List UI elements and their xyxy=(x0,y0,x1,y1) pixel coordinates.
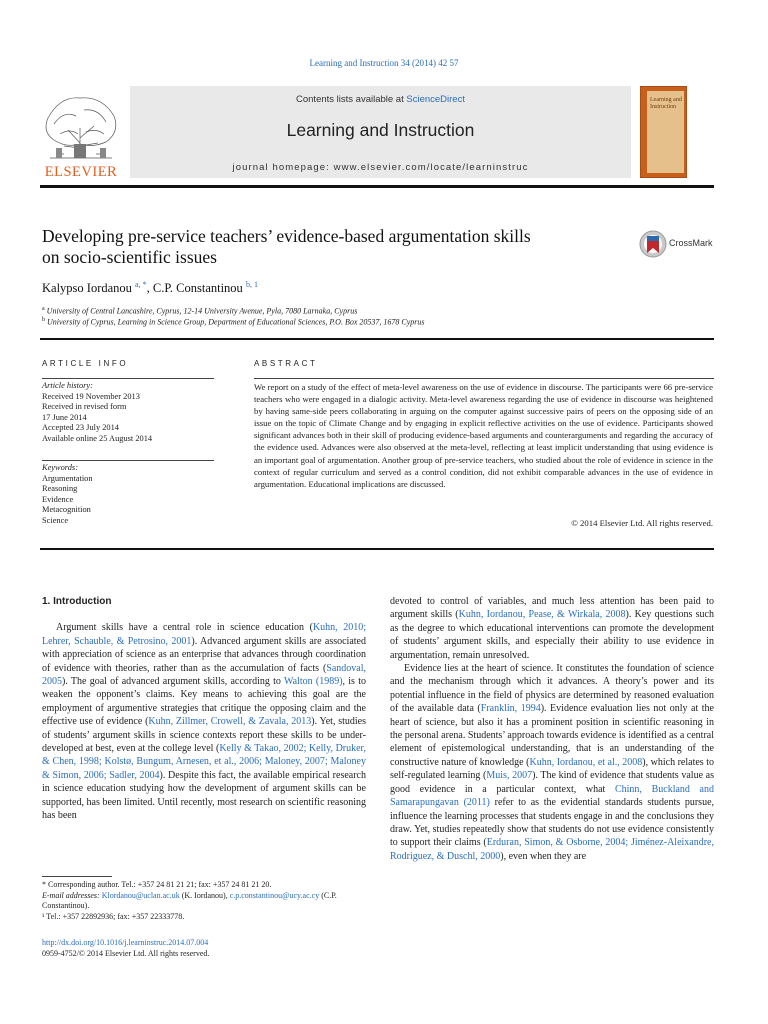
citation-link[interactable]: Kuhn, Iordanou, et al., 2008 xyxy=(529,756,643,768)
email-owner: (C.P. Constantinou). xyxy=(42,890,337,910)
citation-link[interactable]: Muis, 2007 xyxy=(486,770,533,782)
contents-line xyxy=(130,94,631,105)
footnotes xyxy=(42,880,372,922)
history-item: Available online 25 August 2014 xyxy=(42,433,153,443)
citation-link[interactable]: Chinn, Buckland and Samarapungavan (2011) xyxy=(390,783,714,809)
header-divider xyxy=(40,185,714,188)
publisher-name: ELSEVIER xyxy=(44,164,118,180)
citation-link[interactable]: Kuhn, Zillmer, Crowell, & Zavala, 2013 xyxy=(148,716,312,728)
journal-title: Learning and Instruction xyxy=(286,120,475,140)
history-item: Accepted 23 July 2014 xyxy=(42,423,119,433)
email-link[interactable]: c.p.constantinou@ucy.ac.cy xyxy=(229,890,320,900)
affil-text: University of Central Lancashire, Cyprus, 12-14 University Avenue, Pyla, 7080 Larnaka, Cyprus xyxy=(46,306,358,316)
paragraph-text: ). Evidence evaluation lies not only at the heart of science, but also it has a prominent position in scientific reasoning in the personal arena. Students’ approach towards evidence is identified as a central element of epistemological understanding, that is an understanding of the constructive nature of knowledge ( xyxy=(390,703,714,768)
citation-link[interactable]: Walton (1989) xyxy=(283,676,343,688)
keyword: Science xyxy=(42,515,69,525)
paragraph-text: ). Yet, studies of students’ argument skills in science contexts report these skills to be under-developed at best, even at the college level ( xyxy=(42,716,366,755)
paragraph-text: ), even when they are xyxy=(500,850,587,862)
sciencedirect-link[interactable]: ScienceDirect xyxy=(406,94,465,105)
section-heading: 1. Introduction xyxy=(42,596,112,607)
author-affil-mark[interactable]: b, 1 xyxy=(245,280,258,289)
affiliation-a xyxy=(42,306,357,316)
affiliation-b xyxy=(42,317,425,327)
abstract-rule xyxy=(254,378,714,379)
email-label: E-mail addresses: xyxy=(42,890,100,900)
history-item: 17 June 2014 xyxy=(42,412,87,422)
article-info-heading: ARTICLE INFO xyxy=(42,359,129,368)
contents-prefix: Contents lists available at xyxy=(296,94,407,105)
info-rule xyxy=(42,378,214,379)
journal-cover-image xyxy=(640,86,687,178)
crossmark-label: CrossMark xyxy=(669,238,713,248)
paragraph-text: ). Key questions such as the degree to which educational interventions can promote the development of students’ argument skills, and especially their ability to use evidence in argumentation, remain unresolved. xyxy=(390,609,714,661)
citation-link[interactable]: Sandoval, 2005 xyxy=(42,662,366,688)
keywords-label: Keywords: xyxy=(42,463,78,472)
abstract-text: We report on a study of the effect of meta-level awareness on the use of evidence in discourse. The participants were 66 pre-service teachers who were engaged in a dialogic activity. Meta-level awareness regarding the use of evidence in discourse was heightened by having same-side peers collaborating in arguing on the computer against successive pairs of peers on the opposing side of an issue on the topic of Climate Change and by engaging in explicit reflective activities on the use of evidence. Participants showed significant advances both in their skill of producing evidence-based arguments and counterarguments and regarding the accuracy of the evidence used. Advances were also observed at the meta-level, reflecting at least implicit understanding that using evidence is an important goal of argumentation. Another group of pre-service teachers, who studied about the role of evidence in science in the context of regular curriculum and served as a control condition, did not exhibit comparable advances in the use of evidence in argumentation. Educational implications are discussed. xyxy=(254,382,713,489)
crossmark-icon xyxy=(638,229,668,259)
body-column-right xyxy=(390,595,714,863)
citation-link[interactable]: Erduran, Simon, & Osborne, 2004; Jiménez-Aleixandre, Rodriguez, & Duschl, 2000 xyxy=(390,837,714,862)
keywords xyxy=(42,463,93,527)
paragraph xyxy=(390,595,714,662)
paragraph-text: devoted to control of variables, and much less attention has been paid to argument skills ( xyxy=(390,596,714,621)
paragraph-text: , is to weaken the opponent’s claims. Key means to achieving this goal are the employment of argumentive strategies that critique the opposing claim and the effective use of evidence ( xyxy=(42,676,366,728)
keyword: Argumentation xyxy=(42,473,93,483)
paragraph-text: Argument skills have a central role in science education ( xyxy=(56,622,313,634)
email-owner: (K. Iordanou), xyxy=(179,890,230,900)
affil-mark: a xyxy=(42,306,45,312)
body-column-left xyxy=(42,595,366,823)
email-link[interactable]: Klordanou@uclan.ac.uk xyxy=(101,890,180,900)
keyword: Evidence xyxy=(42,494,74,504)
paragraph-text: ). Despite this fact, the available empirical research in science education studying how the development of argument skills can be supported, has been limited. Until recently, most research on scientific reasoning has been xyxy=(42,769,366,822)
paragraph-text: ). The goal of advanced argument skills, according to xyxy=(62,676,284,688)
citation-link[interactable]: Franklin, 1994 xyxy=(480,703,541,715)
crossmark-button[interactable] xyxy=(638,229,718,259)
article-title-line2: on socio-scientific issues xyxy=(42,247,217,267)
elsevier-logo xyxy=(40,88,122,182)
affil-mark: b xyxy=(42,317,45,323)
history-label: Article history: xyxy=(42,381,93,390)
cover-title: Learning and Instruction xyxy=(650,97,682,110)
paragraph-text: ), which relates to self-regulated learning ( xyxy=(390,756,714,782)
keyword: Metacognition xyxy=(42,505,91,515)
author-separator: , xyxy=(146,281,153,296)
abstract-copyright: © 2014 Elsevier Ltd. All rights reserved. xyxy=(571,518,713,528)
journal-homepage[interactable]: journal homepage: www.elsevier.com/locate/learninstruc xyxy=(232,162,529,173)
footnote-rule xyxy=(42,876,112,877)
doi-block xyxy=(42,938,372,959)
keyword: Reasoning xyxy=(42,484,78,494)
author-list xyxy=(42,280,258,296)
author-name: Kalypso Iordanou xyxy=(42,281,132,296)
paragraph-text: Evidence lies at the heart of science. It constitutes the foundation of science and the mechanism through which it advances. A theory’s power and its potential influence in the field of physics are determined by reasoned evaluation of the available data ( xyxy=(390,663,714,715)
author-name: C.P. Constantinou xyxy=(152,281,243,296)
citation-link[interactable]: Kuhn, 2010; Lehrer, Schauble, & Petrosino, 2001 xyxy=(42,622,367,647)
paragraph-text: ). The kind of evidence that students value as good evidence in a particular context, what xyxy=(390,770,714,795)
article-title xyxy=(42,226,642,268)
affil-text: University of Cyprus, Learning in Science Group, Department of Educational Sciences, P.O. Box 20537, 1678 Cyprus xyxy=(47,317,425,327)
doi-link[interactable]: http://dx.doi.org/10.1016/j.learninstruc.2014.07.004 xyxy=(42,938,209,947)
paragraph-text: refer to as the evidential standards students pursue, influence the learning processes that students engage in and the conclusions they draw. Yet, studies repeatedly show that students do not use evidence consistently to support their claims ( xyxy=(390,797,715,849)
citation-link[interactable]: Kelly & Takao, 2002; Kelly, Druker, & Chen, 1998; Kolstø, Bungum, Arnesen, et al., 2006; Maloney, 2007; Maloney & Simon, 2006; Sadler, 2004 xyxy=(42,743,366,781)
history-item: Received 19 November 2013 xyxy=(42,391,140,401)
author-affil-mark[interactable]: a, * xyxy=(135,280,147,289)
journal-banner xyxy=(130,86,631,178)
abstract-heading: ABSTRACT xyxy=(254,359,318,368)
article-history xyxy=(42,381,152,445)
issn-copyright: 0959-4752/© 2014 Elsevier Ltd. All rights reserved. xyxy=(42,948,210,958)
article-title-line1: Developing pre-service teachers’ evidence-based argumentation skills xyxy=(42,226,531,246)
title-divider xyxy=(40,338,714,340)
info-rule xyxy=(42,460,214,461)
history-item: Received in revised form xyxy=(42,402,127,412)
paragraph xyxy=(390,662,714,863)
paragraph xyxy=(42,621,366,822)
paragraph-text: ). Advanced argument skills are associated with appreciation of science as an enterprise that advances through coordination of evidence with theories, rather than as the accumulation of facts ( xyxy=(42,635,366,674)
abstract-divider xyxy=(40,548,714,550)
citation-link[interactable]: Kuhn, Iordanou, Pease, & Wirkala, 2008 xyxy=(458,609,626,621)
footnote-1: ¹ Tel.: +357 22892936; fax: +357 22333778. xyxy=(42,911,185,921)
journal-citation[interactable]: Learning and Instruction 34 (2014) 42 57 xyxy=(309,58,459,68)
corresponding-author-note: * Corresponding author. Tel.: +357 24 81 21 21; fax: +357 24 81 21 20. xyxy=(42,880,272,889)
email-note xyxy=(42,891,372,912)
